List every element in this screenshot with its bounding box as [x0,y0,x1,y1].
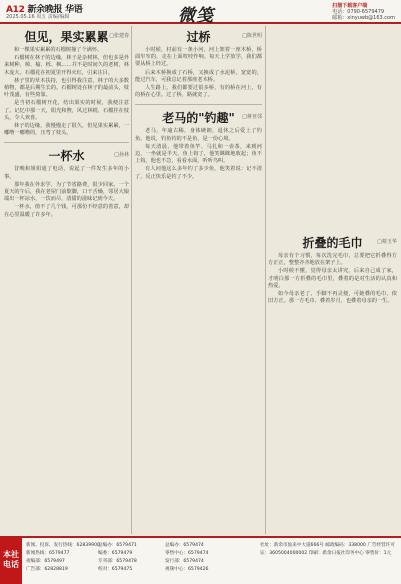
paragraph: 如今母亲老了，手脚不再灵便，可她叠的毛巾，依旧方正。那一方毛巾，叠着岁月，也叠着母亲的一生。 [268,291,397,305]
article-title-text: 老马的"钓趣" [162,111,235,126]
footer-address: 社址：新余市仙来中大道666号 邮政编码：338000 广告经营许可证：3605004000002 印刷：新余日报社印务中心 零售价：1元 [260,543,395,556]
paragraph: 后来木桥换成了石桥，又换成了水泥桥，宽宽的，能过汽车，可我总记着那座老木桥。 [135,69,262,83]
article-byline: □张建春 [109,33,129,39]
paragraph: 是当初石榴树开花，结出果实的时候，我便注意了。记忆中那一天，阳光和煦，风过林梢，石榴挂在枝头，令人欢喜。 [4,100,129,121]
article-separator [4,142,129,143]
contact-line: 广告部：62828819 [26,567,68,572]
contact-line: 视频中心：6579426 [165,567,209,572]
paragraph: 人生路上，我们都要过很多桥，有的桥在河上，有的桥在心里。过了桥，路就宽了。 [135,85,262,99]
article-byline: □蔡玉华 [377,239,397,245]
column-left [4,24,129,536]
paragraph: 小时候不懂，觉得母亲太讲究。后来自己成了家，才明白那一方折叠的毛巾里，叠着的是对生活的认真和热爱。 [268,268,397,289]
column-divider [265,26,266,534]
paragraph: 石榴树在林子的边缘，林子是杂树林，但也多是外来树种，樟、榆、栎、枫……并不是时间久的老树，林木庞大。石榴花在初夏里开得火红，引来注目。 [4,55,129,76]
article-title [4,147,129,164]
paragraph: 老马，年逾古稀，身体硬朗，退休之后爱上了钓鱼。他说，钓鱼钓的不是鱼，是一份心境。 [135,128,262,142]
hotline-line: 电话：0790-6579479 [332,9,385,15]
article [135,28,262,99]
paragraph: 每天清晨，他带着鱼竿、马扎和一壶茶，来到河边，一坐就是半天。鱼上钩了，他笑眯眯地收起；鱼不上钩，他也不急，看看水面，听听鸟叫。 [135,143,262,165]
article-title-text: 一杯水 [48,149,85,164]
article [4,28,129,137]
article-title-text: 过桥 [186,30,211,44]
paragraph: 一杯水，值不了几个钱，可那份不经意的善意，却在心里温暖了许多年。 [4,204,129,218]
article [135,109,262,180]
article-title [135,28,262,45]
hotline-line: 扫描下载客户端 [332,3,368,9]
edition-date: 2025.05.16 周五 责编/编辑 [6,14,70,20]
contact-line: 编委：6579479 [98,551,133,556]
article-title-text: 但见，果实累累 [24,30,109,44]
article-title [4,28,129,45]
masthead [0,0,401,24]
contact-line: 专刊部：6579478 [98,559,137,564]
hotline-info [332,3,395,21]
contact-line: 新闻热线：6579477 [26,551,70,556]
article-title-text: 折叠的毛巾 [302,236,363,250]
contact-line: 总编办：6579474 [165,543,204,548]
contact-line: 发行部：6579474 [165,559,204,564]
contact-line: 零售中心：6579474 [165,551,209,556]
paragraph: 和一棵果实累累的石榴树撞了个满怀。 [14,47,103,53]
paragraph: 林子的边缘，我慢慢走了很久，但见果实累累，一嘟噜一嘟噜的，压弯了枝头。 [4,123,129,137]
footer-label: 本社电话 [0,538,22,584]
paragraph: 林子里的草木扶持，也引得我注意，林子的大多数植物，都是后期生长的。石榴树处在林子的最前头，枝叶茂盛，有些倚靠。 [4,77,129,99]
paragraph: 那年我在外求学，为了节省路费，很少回家。一个夏天的午后，我在老屋门前歇脚，口干舌燥，邻居大娘端出一杯凉水，一饮而尽，清甜的滋味记到今天。 [4,181,129,203]
article-byline: □蒋亚邻 [242,114,262,121]
paragraph: 小时候，村前有一条小河，河上架着一座木桥，桥面窄窄的，走在上面吱吱作响。每天上学放学，我们都要从桥上经过。 [135,47,262,68]
hotline-line: 邮箱：xinyuwb@163.com [332,15,395,21]
column-right [268,24,397,536]
contact-line: 新闻、投诉、发行热线：62839900 [26,543,100,548]
article-byline: □陈世明 [242,33,262,39]
article [268,234,397,305]
footer-contacts [165,542,208,574]
article-byline: □孙林 [114,152,129,159]
contact-footer [0,536,401,584]
contact-line: 校对：6579475 [98,567,133,572]
article-separator [135,104,262,105]
footer-contacts [98,542,137,574]
paragraph: 昔晚和姐姐通了电话，说起了一件发生多年的小事。 [4,166,129,180]
footer-contacts [26,542,100,574]
contact-line: 总编办：6579471 [98,543,137,548]
section-title: 微笺 [178,6,214,26]
paragraph: 有人问他这么多年钓了多少鱼，他笑着说：记不清了，反正快乐是钓了不少。 [135,166,262,180]
column-divider [131,26,132,534]
page-number: A12 [6,5,25,15]
paragraph: 母亲有个习惯，每次洗完毛巾，总要把它折叠得方方正正，整整齐齐地放在架子上。 [268,253,397,267]
column-middle [135,24,262,536]
newspaper-name: 新余晚报 [27,5,63,15]
article-title [268,234,397,251]
article [4,147,129,218]
article-title [135,109,262,126]
contact-line: 夜编部：6579497 [26,559,65,564]
section-short-name: 华语 [65,5,83,15]
